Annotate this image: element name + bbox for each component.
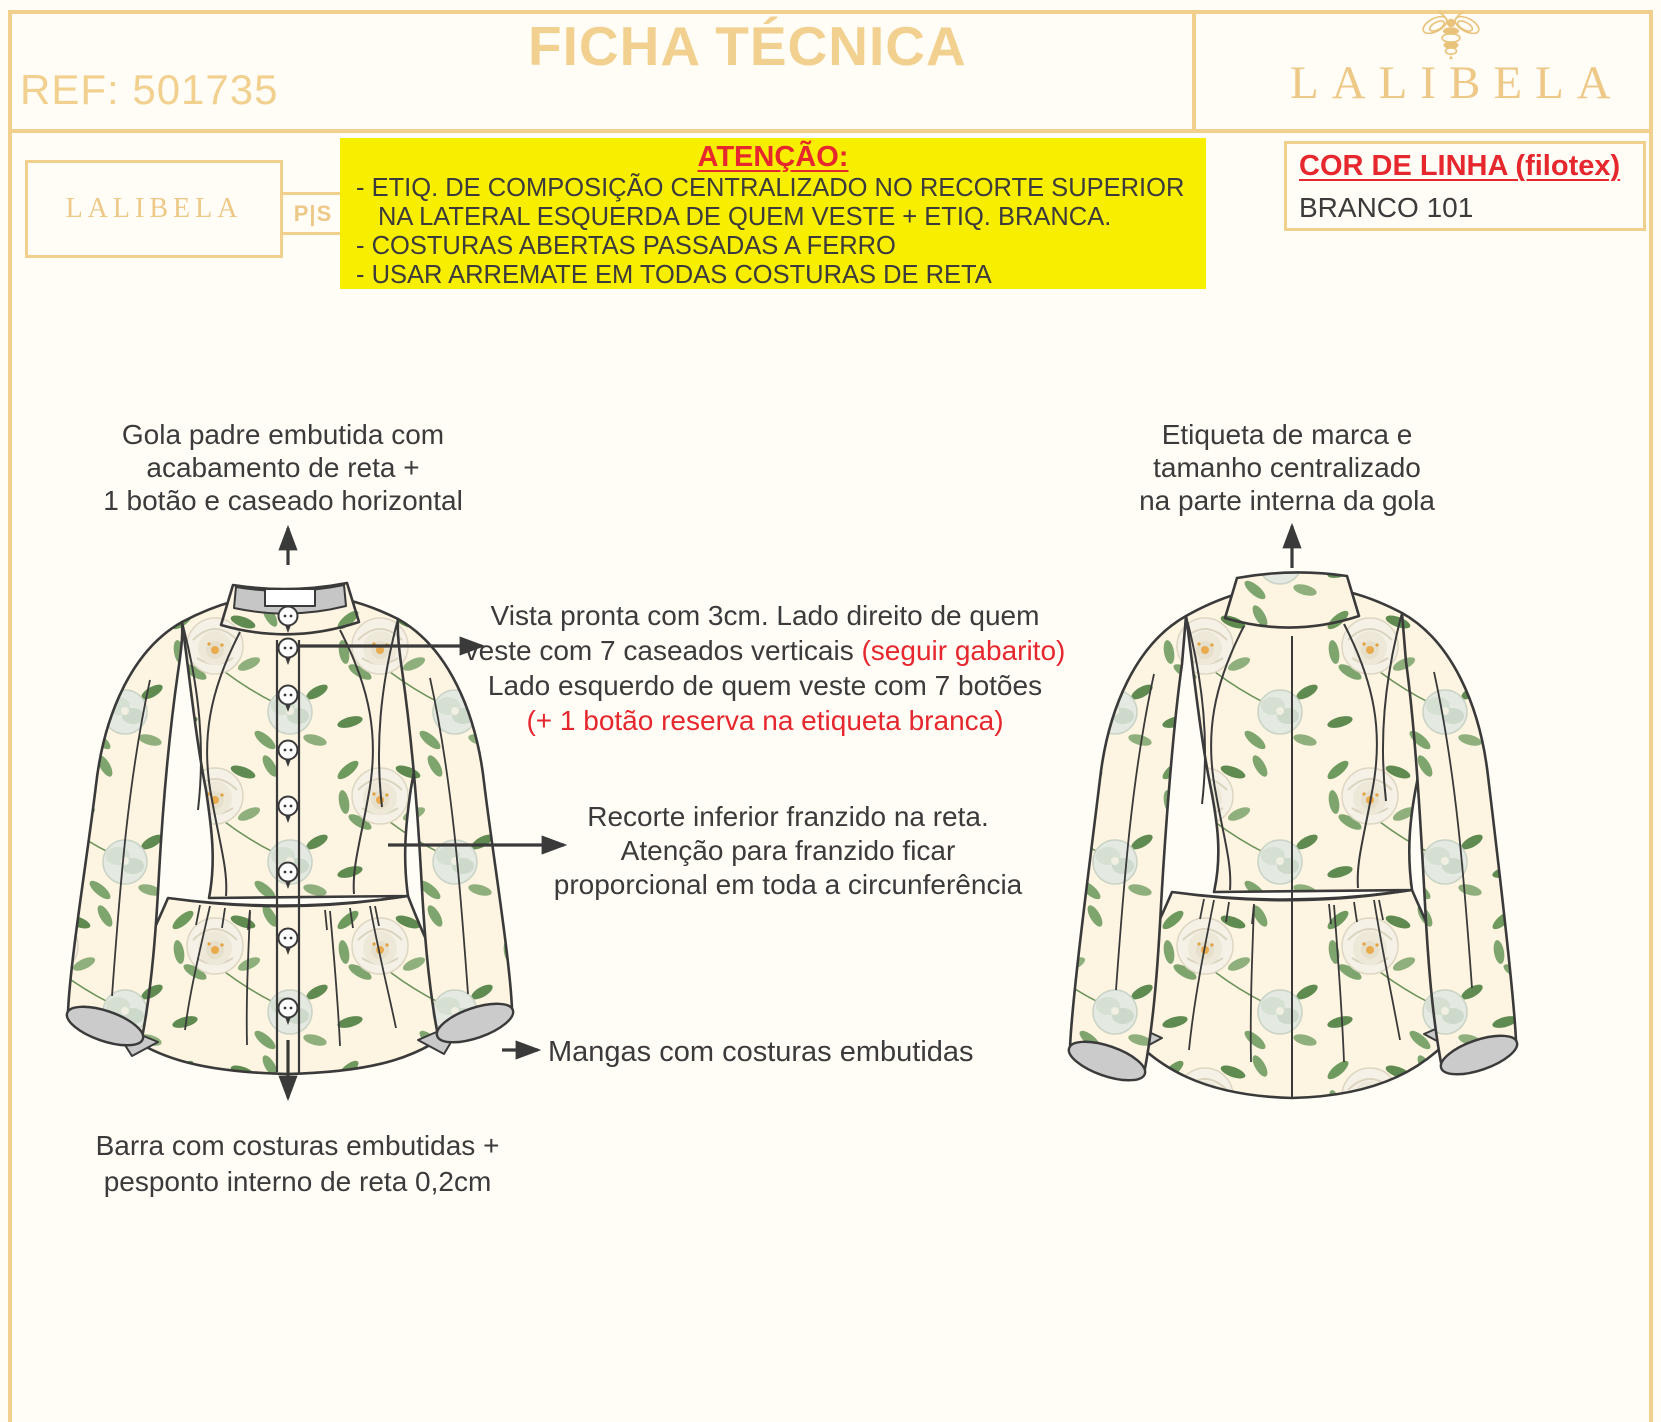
note-line: Barra com costuras embutidas +: [95, 1130, 500, 1161]
brand-box-label: LALIBELA: [65, 193, 243, 224]
note-hem: [75, 1128, 520, 1200]
note-placket: [450, 598, 1080, 738]
note-line: Atenção para franzido ficar: [620, 835, 956, 866]
attention-title: ATENÇÃO:: [697, 141, 849, 173]
bee-icon: [1420, 10, 1482, 60]
thread-color-box: [1284, 141, 1646, 231]
note-line: na parte interna da gola: [1139, 485, 1435, 516]
size-box: [280, 192, 346, 235]
note-line: tamanho centralizado: [1153, 452, 1421, 483]
attention-box: [340, 138, 1206, 289]
note-line: 1 botão e caseado horizontal: [103, 485, 463, 516]
thread-color-title: COR DE LINHA (filotex): [1299, 150, 1621, 182]
note-line: acabamento de reta +: [146, 452, 420, 483]
brand-label: [265, 589, 315, 606]
attention-item-cont: NA LATERAL ESQUERDA DE QUEM VESTE + ETIQ. BRANCA.: [378, 203, 1112, 231]
header-divider: [1192, 10, 1196, 133]
note-line: Vista pronta com 3cm. Lado direito de quem: [490, 600, 1040, 631]
attention-item: - ETIQ. DE COMPOSIÇÃO CENTRALIZADO NO RECORTE SUPERIOR: [356, 174, 1185, 202]
note-text-red: (seguir gabarito): [861, 635, 1066, 666]
note-line: [450, 633, 1080, 668]
note-label: [1112, 418, 1462, 517]
size-label: P|S: [293, 200, 333, 226]
note-line: Gola padre embutida com: [121, 419, 445, 450]
note-line: pesponto interno de reta 0,2cm: [103, 1166, 492, 1197]
note-line: proporcional em toda a circunferência: [553, 869, 1023, 900]
frame-right-border: [1649, 10, 1653, 1422]
note-collar: [93, 418, 473, 517]
back-view-drawing: [1064, 572, 1521, 1098]
note-line: Etiqueta de marca e: [1161, 419, 1413, 450]
note-line: Recorte inferior franzido na reta.: [587, 801, 989, 832]
brand-logo: LALIBELA: [1290, 57, 1624, 109]
thread-color-value: BRANCO 101: [1299, 192, 1474, 223]
frame-left-border: [8, 10, 12, 1422]
note-sleeves: [548, 1036, 1048, 1069]
page-title: FICHA TÉCNICA: [528, 15, 967, 77]
reference-number: REF: 501735: [20, 66, 279, 113]
note-line: Lado esquerdo de quem veste com 7 botões: [487, 670, 1043, 701]
header-bottom-border: [8, 129, 1653, 133]
note-text: veste com 7 caseados verticais: [464, 635, 862, 666]
note-line-red: (+ 1 botão reserva na etiqueta branca): [526, 705, 1004, 736]
note-line: Mangas com costuras embutidas: [548, 1036, 974, 1068]
attention-item: - COSTURAS ABERTAS PASSADAS A FERRO: [356, 232, 896, 260]
brand-box: [25, 160, 283, 258]
note-waist: [498, 800, 1078, 902]
attention-item: - USAR ARREMATE EM TODAS COSTURAS DE RETA: [356, 261, 992, 289]
